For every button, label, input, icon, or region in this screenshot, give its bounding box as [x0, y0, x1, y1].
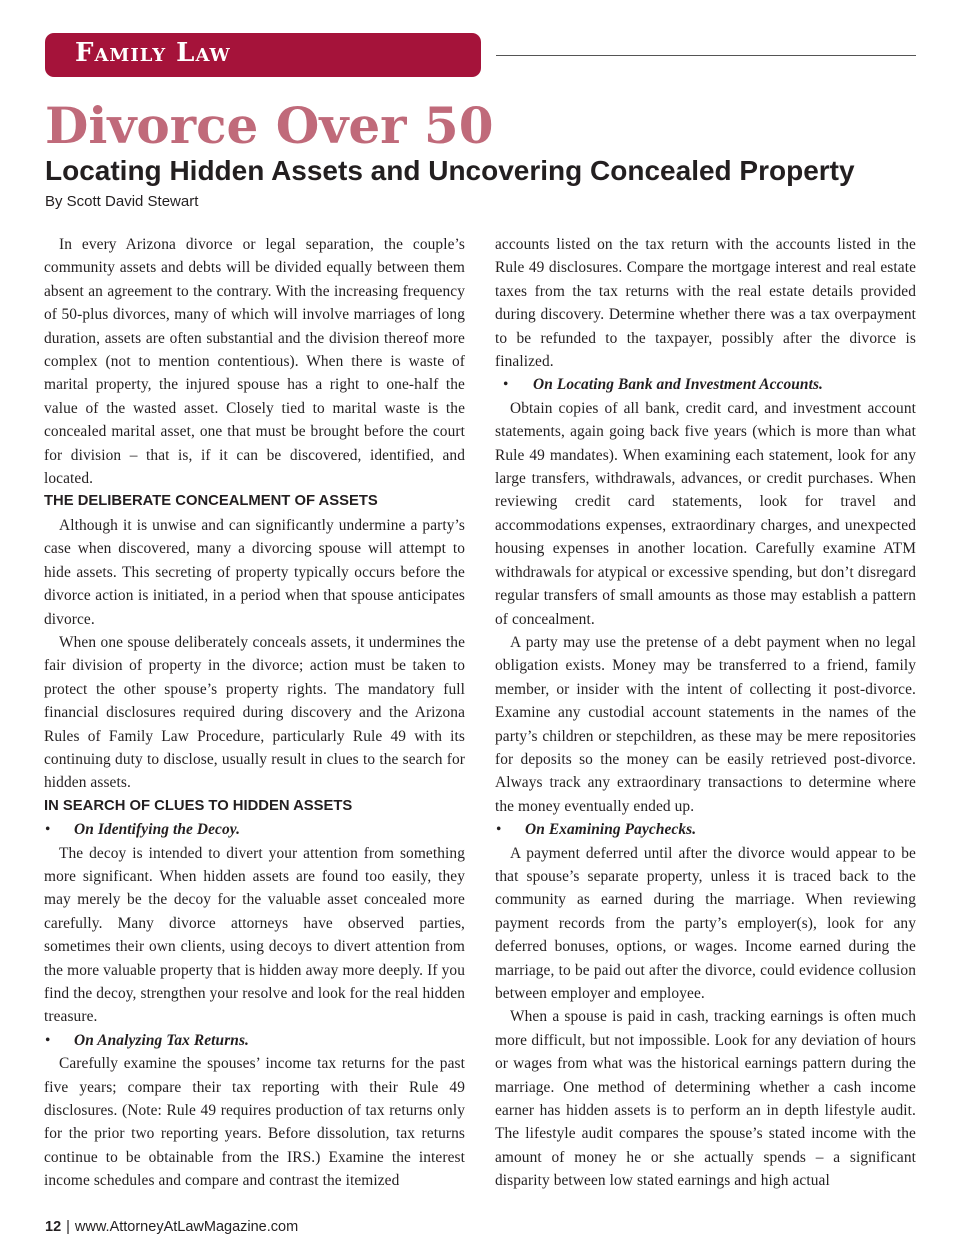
paragraph: A party may use the pretense of a debt payment when no legal obligation exists. Money may be transferred to a friend, family member, or insider with the intent of collecting it post-divorce. Examine any custodial account statements in the names of the party’s children or stepchildren, as these may be mere repositories for deposits so the money can be easily retrieved post-divorce. Always track any extraordinary transactions to determine where the money eventually ended up.	[495, 633, 916, 815]
paragraph: Obtain copies of all bank, credit card, and investment account statements, again going back five years (which is more than what Rule 49 mandates). When examining each statement, look for any large transfers, withdrawals, advances, or credit purchases. When reviewing credit card statements, look for travel and accommodations expenses, extraordinary charges, and unexpected housing expenses in another location. Carefully examine ATM withdrawals for atypical or excessive spending, but don’t disregard regular transfers of small amounts as those may establish a pattern of concealment.	[495, 399, 916, 628]
left-column	[44, 233, 465, 1193]
byline: By Scott David Stewart	[45, 193, 199, 210]
bullet-label: On Analyzing Tax Returns.	[74, 1031, 249, 1049]
section-heading: IN SEARCH OF CLUES TO HIDDEN ASSETS	[44, 797, 353, 814]
bullet-heading	[44, 818, 465, 841]
bullet-heading	[44, 1029, 465, 1052]
footer-url[interactable]: www.AttorneyAtLawMagazine.com	[74, 1219, 299, 1235]
paragraph: In every Arizona divorce or legal separation, the couple’s community assets and debts will be divided equally between them absent an agreement to the contrary. With the increasing frequency of 50-plus divorces, many of which will involve marriages of long duration, assets are often substantial and the division thereof more complex (not to mention contentious). When there is waste of marital property, the injured spouse has a right to one-half the value of the wasted asset. Closely tied to marital waste is the concealed marital asset, one that must be brought before the court for division – that is, if it can be discovered, identified, and located.	[44, 236, 465, 488]
bullet-icon: •	[45, 821, 51, 839]
bullet-heading	[495, 373, 916, 396]
page-footer	[45, 1219, 298, 1235]
paragraph: When a spouse is paid in cash, tracking earnings is often much more difficult, but not impossible. Look for any deviation of hours or wages from what was the historical earnings pattern during the marriage. One method of determining whether a cash income earner has hidden assets is to perform an in depth lifestyle audit. The lifestyle audit compares the spouse’s stated income with the amount of money he or she actually spends – a significant disparity between low stated earnings and high actual	[495, 1008, 916, 1190]
bullet-icon: •	[45, 1031, 51, 1049]
section-heading: THE DELIBERATE CONCEALMENT OF ASSETS	[44, 493, 378, 510]
bullet-label: On Examining Paychecks.	[525, 821, 697, 839]
bullet-heading	[495, 818, 916, 841]
page-number: 12	[45, 1219, 62, 1235]
right-column	[495, 233, 916, 1193]
bullet-icon: •	[503, 376, 509, 394]
paragraph: The decoy is intended to divert your attention from something more significant. When hidden assets are found too easily, they may merely be the decoy for the valuable asset concealed more carefully. Many divorce attorneys have observed parties, sometimes their own clients, using decoys to divert attention from the more valuable property that is hidden away more deeply. If you find the decoy, strengthen your resolve and look for the real hidden treasure.	[44, 844, 465, 1026]
paragraph: Although it is unwise and can significantly undermine a party’s case when discovered, many a divorcing spouse will attempt to hide assets. This secreting of property typically occurs before the divorce action is initiated, in a period when that spouse anticipates divorce.	[44, 516, 465, 628]
section-label: Family Law	[75, 38, 231, 68]
paragraph: Carefully examine the spouses’ income tax returns for the past five years; compare their tax reporting with their Rule 49 disclosures. (Note: Rule 49 requires production of tax returns only for the prior two reporting years. Before dissolution, tax returns continue to be obtainable from the IRS.) Examine the interest income schedules and compare and contrast the itemized	[44, 1055, 465, 1190]
paragraph: When one spouse deliberately conceals assets, it undermines the fair division of property in the divorce; action must be taken to protect the other spouse’s property rights. The mandatory full financial disclosures required during discovery and the Arizona Rules of Family Law Procedure, particularly Rule 49 with its continuing duty to disclose, usually result in clues to the search for hidden assets.	[44, 633, 465, 792]
article-title: Divorce Over 50	[45, 96, 494, 155]
bullet-icon: •	[496, 821, 502, 839]
bullet-label: On Identifying the Decoy.	[74, 821, 241, 839]
section-banner	[45, 33, 481, 77]
article-subtitle: Locating Hidden Assets and Uncovering Concealed Property	[45, 155, 855, 186]
header-rule	[496, 55, 916, 56]
paragraph: A payment deferred until after the divorce would appear to be that spouse’s separate property, unless it is traced back to the community as earned during the marriage. When reviewing payment records from the party’s employer(s), look for any deferred bonuses, options, or wages. Income earned during the marriage, to be paid out after the divorce, could evidence collusion between employer and employee.	[495, 844, 916, 1002]
paragraph: accounts listed on the tax return with the accounts listed in the Rule 49 disclosures. Compare the mortgage interest and real estate taxes from the tax returns with the real estate details provided during discovery. Determine whether there was a tax overpayment to be refunded to the taxpayer, possibly after the divorce is finalized.	[495, 236, 916, 371]
bullet-label: On Locating Bank and Investment Accounts.	[533, 376, 824, 394]
footer-separator: |	[66, 1219, 70, 1235]
